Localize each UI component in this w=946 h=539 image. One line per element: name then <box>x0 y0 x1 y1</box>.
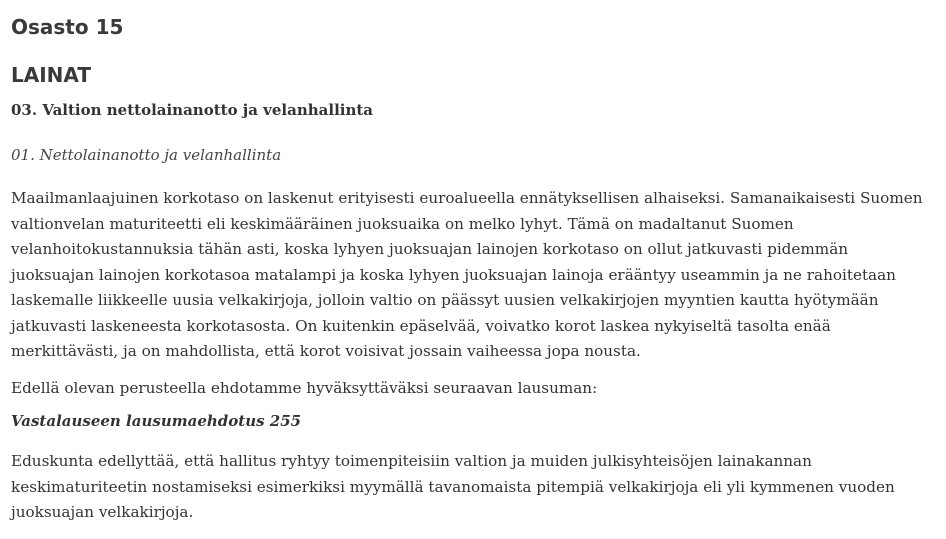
subsection-heading: 03. Valtion nettolainanotto ja velanhallinta <box>11 101 374 119</box>
item-heading: 01. Nettolainanotto ja velanhallinta <box>11 146 282 164</box>
proposal-heading: Vastalauseen lausumaehdotus 255 <box>11 412 302 430</box>
body-paragraph-1: Maailmanlaajuinen korkotaso on laskenut erityisesti euroalueella ennätyksellisen alhaiseksi. Samanaikaisesti Suomen valtionvelan maturiteetti eli keskimääräinen juoksuaika on melko lyhyt. Tämä on madaltanut Suomen velanhoitokustannuksia tähän asti, koska lyhyen juoksuajan lainojen korkotaso on ollut jatkuvasti pidemmän juoksuajan lainojen korkotasoa matalampi ja koska lyhyen juoksuajan lainoja erääntyy useammin ja ne rahoitetaan laskemalle liikkeelle uusia velkakirjoja, jolloin valtio on päässyt uusien velkakirjojen myyntien kautta hyötymään jatkuvasti laskeneesta korkotasosta. On kuitenkin epäselvää, voivatko korot laskea nykyiseltä tasolta enää merkittävästi, ja on mahdollista, että korot voisivat jossain vaiheessa jopa nousta. <box>11 189 923 360</box>
body-paragraph-3: Eduskunta edellyttää, että hallitus ryhtyy toimenpiteisiin valtion ja muiden julkisyhteisöjen lainakannan keskimaturiteetin nostamiseksi esimerkiksi myymällä tavanomaista pitempiä velkakirjoja eli yli kymmenen vuoden juoksuajan velkakirjoja. <box>11 452 895 521</box>
body-paragraph-2: Edellä olevan perusteella ehdotamme hyväksyttäväksi seuraavan lausuman: <box>11 379 598 397</box>
section-number: Osasto 15 <box>11 15 124 39</box>
section-title: LAINAT <box>11 63 91 87</box>
